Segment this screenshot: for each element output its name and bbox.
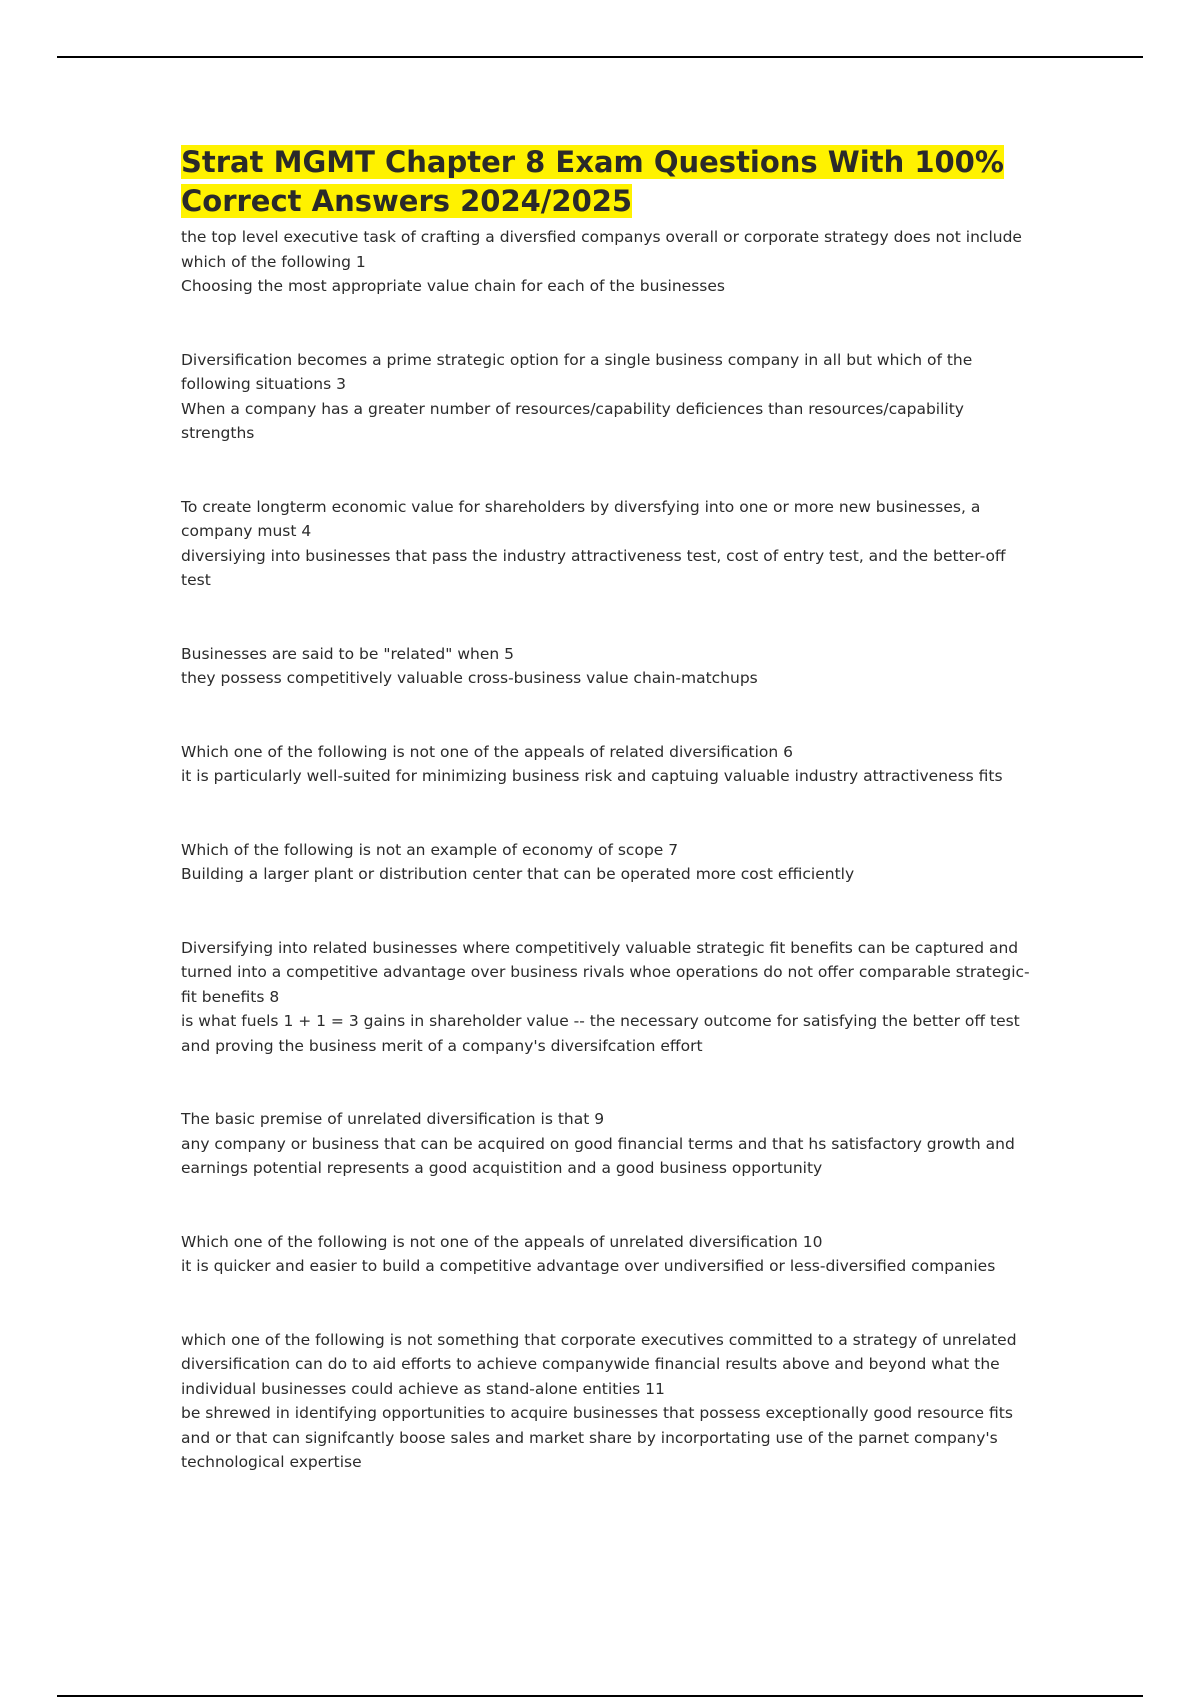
qa-item-6: [181, 838, 1031, 887]
question-text: which one of the following is not something that corporate executives committed to a strategy of unrelated diversification can do to aid efforts to achieve companywide financial results above and beyond what the individual businesses could achieve as stand-alone entities 11: [181, 1330, 1017, 1398]
question-text: the top level executive task of crafting a diversfied companys overall or corporate strategy does not include which of the following 1: [181, 228, 1022, 271]
qa-item-4: [181, 642, 1031, 691]
document-title-text: Strat MGMT Chapter 8 Exam Questions With 100% Correct Answers 2024/2025: [181, 145, 1004, 218]
answer-text: it is particularly well-suited for minimizing business risk and captuing valuable industry attractiveness fits: [181, 767, 1003, 785]
qa-item-5: [181, 740, 1031, 789]
question-text: Diversifying into related businesses where competitively valuable strategic fit benefits can be captured and turned into a competitive advantage over business rivals whoe operations do not offer comparable strategic-fit benefits 8: [181, 938, 1030, 1006]
question-text: Businesses are said to be "related" when 5: [181, 644, 514, 663]
document-title: [181, 143, 1031, 221]
answer-text: Building a larger plant or distribution center that can be operated more cost efficiently: [181, 865, 855, 883]
qa-item-1: [181, 225, 1031, 299]
top-rule: [57, 56, 1143, 58]
answer-text: When a company has a greater number of resources/capability deficiences than resources/capability strengths: [181, 399, 964, 442]
question-text: Which one of the following is not one of the appeals of unrelated diversification 10: [181, 1232, 823, 1251]
answer-text: any company or business that can be acquired on good financial terms and that hs satisfactory growth and earnings potential represents a good acquistition and a good business opportunity: [181, 1134, 1015, 1177]
bottom-rule: [57, 1695, 1143, 1697]
answer-text: they possess competitively valuable cross-business value chain-matchups: [181, 669, 758, 687]
document-body: [181, 143, 1031, 1524]
answer-text: Choosing the most appropriate value chain for each of the businesses: [181, 277, 725, 295]
qa-item-2: [181, 348, 1031, 446]
qa-item-7: [181, 936, 1031, 1059]
question-text: Which one of the following is not one of the appeals of related diversification 6: [181, 742, 793, 761]
qa-item-3: [181, 495, 1031, 593]
answer-text: it is quicker and easier to build a competitive advantage over undiversified or less-diversified companies: [181, 1257, 996, 1275]
question-text: Which of the following is not an example of economy of scope 7: [181, 840, 679, 859]
qa-item-9: [181, 1230, 1031, 1279]
question-text: To create longterm economic value for shareholders by diversfying into one or more new businesses, a company must 4: [181, 497, 981, 540]
question-text: The basic premise of unrelated diversification is that 9: [181, 1110, 605, 1128]
answer-text: diversiying into businesses that pass the industry attractiveness test, cost of entry test, and the better-off test: [181, 546, 1006, 589]
qa-item-10: [181, 1328, 1031, 1475]
answer-text: is what fuels 1 + 1 = 3 gains in shareholder value -- the necessary outcome for satisfying the better off test and proving the business merit of a company's diversifcation effort: [181, 1012, 1020, 1055]
question-text: Diversification becomes a prime strategic option for a single business company in all but which of the following situations 3: [181, 350, 973, 393]
qa-item-8: [181, 1107, 1031, 1181]
answer-text: be shrewed in identifying opportunities to acquire businesses that possess exceptionally good resource fits and or that can signifcantly boose sales and market share by incorportating use of the parnet company's technological expertise: [181, 1404, 1013, 1471]
